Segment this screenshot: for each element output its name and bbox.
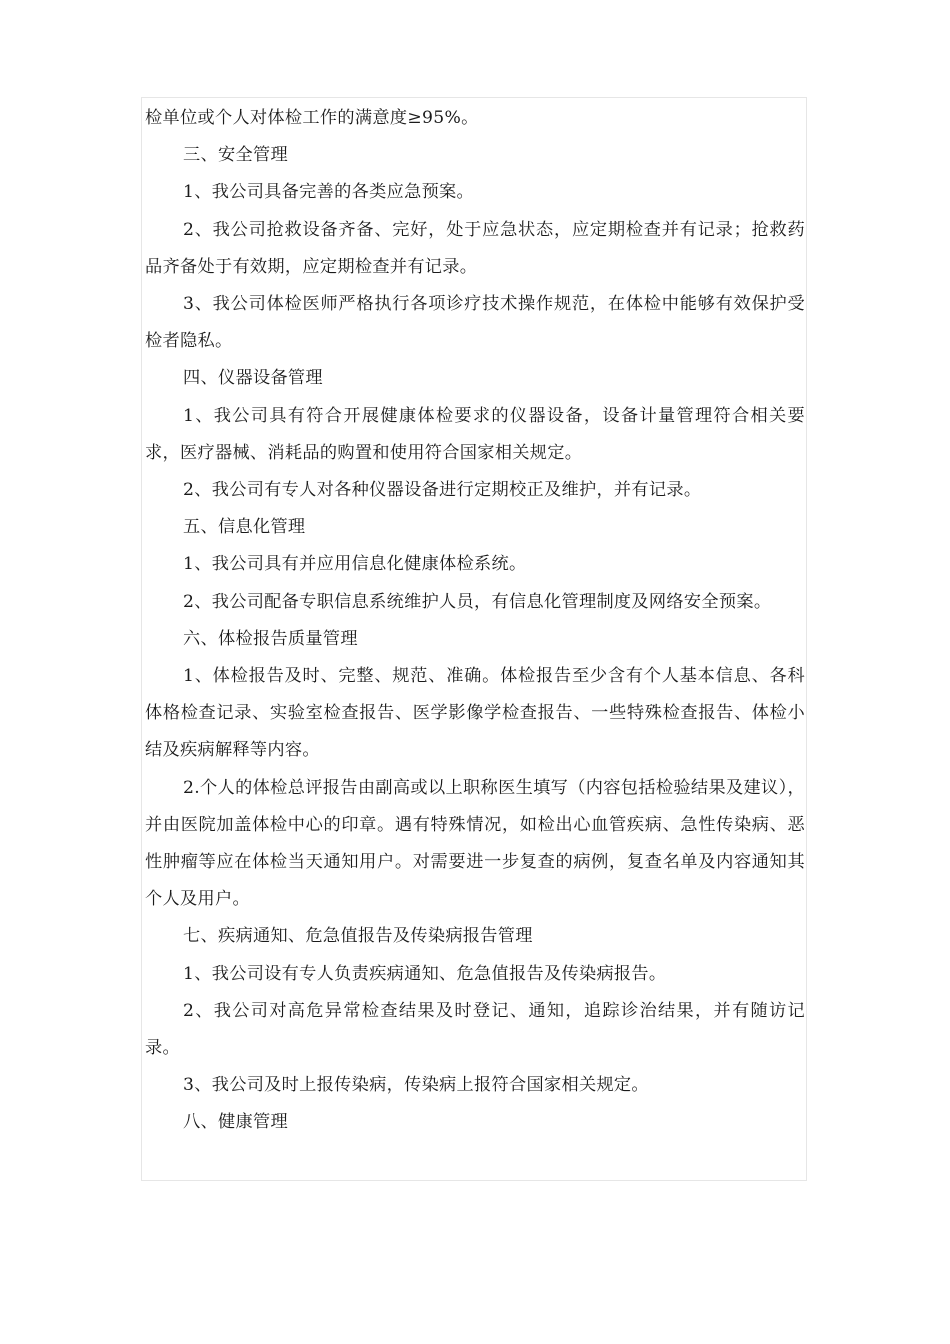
- section-heading-health-management: 八、健康管理: [183, 1112, 288, 1133]
- section-heading-report-quality: 六、体检报告质量管理: [183, 628, 358, 649]
- paragraph: 3、我公司体检医师严格执行各项诊疗技术操作规范，在体检中能够有效保护受检者隐私。: [145, 294, 805, 352]
- paragraph-continuation: 检单位或个人对体检工作的满意度≥95%。: [145, 108, 479, 128]
- paragraph: 3、我公司及时上报传染病，传染病上报符合国家相关规定。: [183, 1075, 649, 1096]
- section-heading-disease-notification: 七、疾病通知、危急值报告及传染病报告管理: [183, 926, 533, 947]
- document-body: [145, 100, 805, 1142]
- paragraph: 2.个人的体检总评报告由副高或以上职称医生填写（内容包括检验结果及建议），并由医院加盖体检中心的印章。遇有特殊情况，如检出心血管疾病、急性传染病、恶性肿瘤等应在体检当天通知用户。对需要进一步复查的病例，复查名单及内容通知其个人及用户。: [145, 777, 805, 910]
- paragraph: 1、我公司具备完善的各类应急预案。: [183, 182, 475, 203]
- paragraph: 1、我公司具有符合开展健康体检要求的仪器设备，设备计量管理符合相关要求，医疗器械、消耗品的购置和使用符合国家相关规定。: [145, 405, 805, 463]
- section-heading-equipment: 四、仪器设备管理: [183, 368, 323, 389]
- paragraph: 1、我公司具有并应用信息化健康体检系统。: [183, 554, 527, 575]
- paragraph: 2、我公司有专人对各种仪器设备进行定期校正及维护，并有记录。: [183, 480, 702, 501]
- paragraph: 2、我公司配备专职信息系统维护人员，有信息化管理制度及网络安全预案。: [183, 591, 772, 612]
- section-heading-informatization: 五、信息化管理: [183, 517, 306, 538]
- section-heading-safety: 三、安全管理: [183, 145, 288, 166]
- paragraph: 2、我公司对高危异常检查结果及时登记、通知，追踪诊治结果，并有随访记录。: [145, 1000, 805, 1059]
- paragraph: 1、体检报告及时、完整、规范、准确。体检报告至少含有个人基本信息、各科体格检查记录、实验室检查报告、医学影像学检查报告、一些特殊检查报告、体检小结及疾病解释等内容。: [145, 666, 805, 761]
- paragraph: 1、我公司设有专人负责疾病通知、危急值报告及传染病报告。: [183, 963, 667, 984]
- paragraph: 2、我公司抢救设备齐备、完好，处于应急状态，应定期检查并有记录；抢救药品齐备处于有效期，应定期检查并有记录。: [145, 219, 805, 277]
